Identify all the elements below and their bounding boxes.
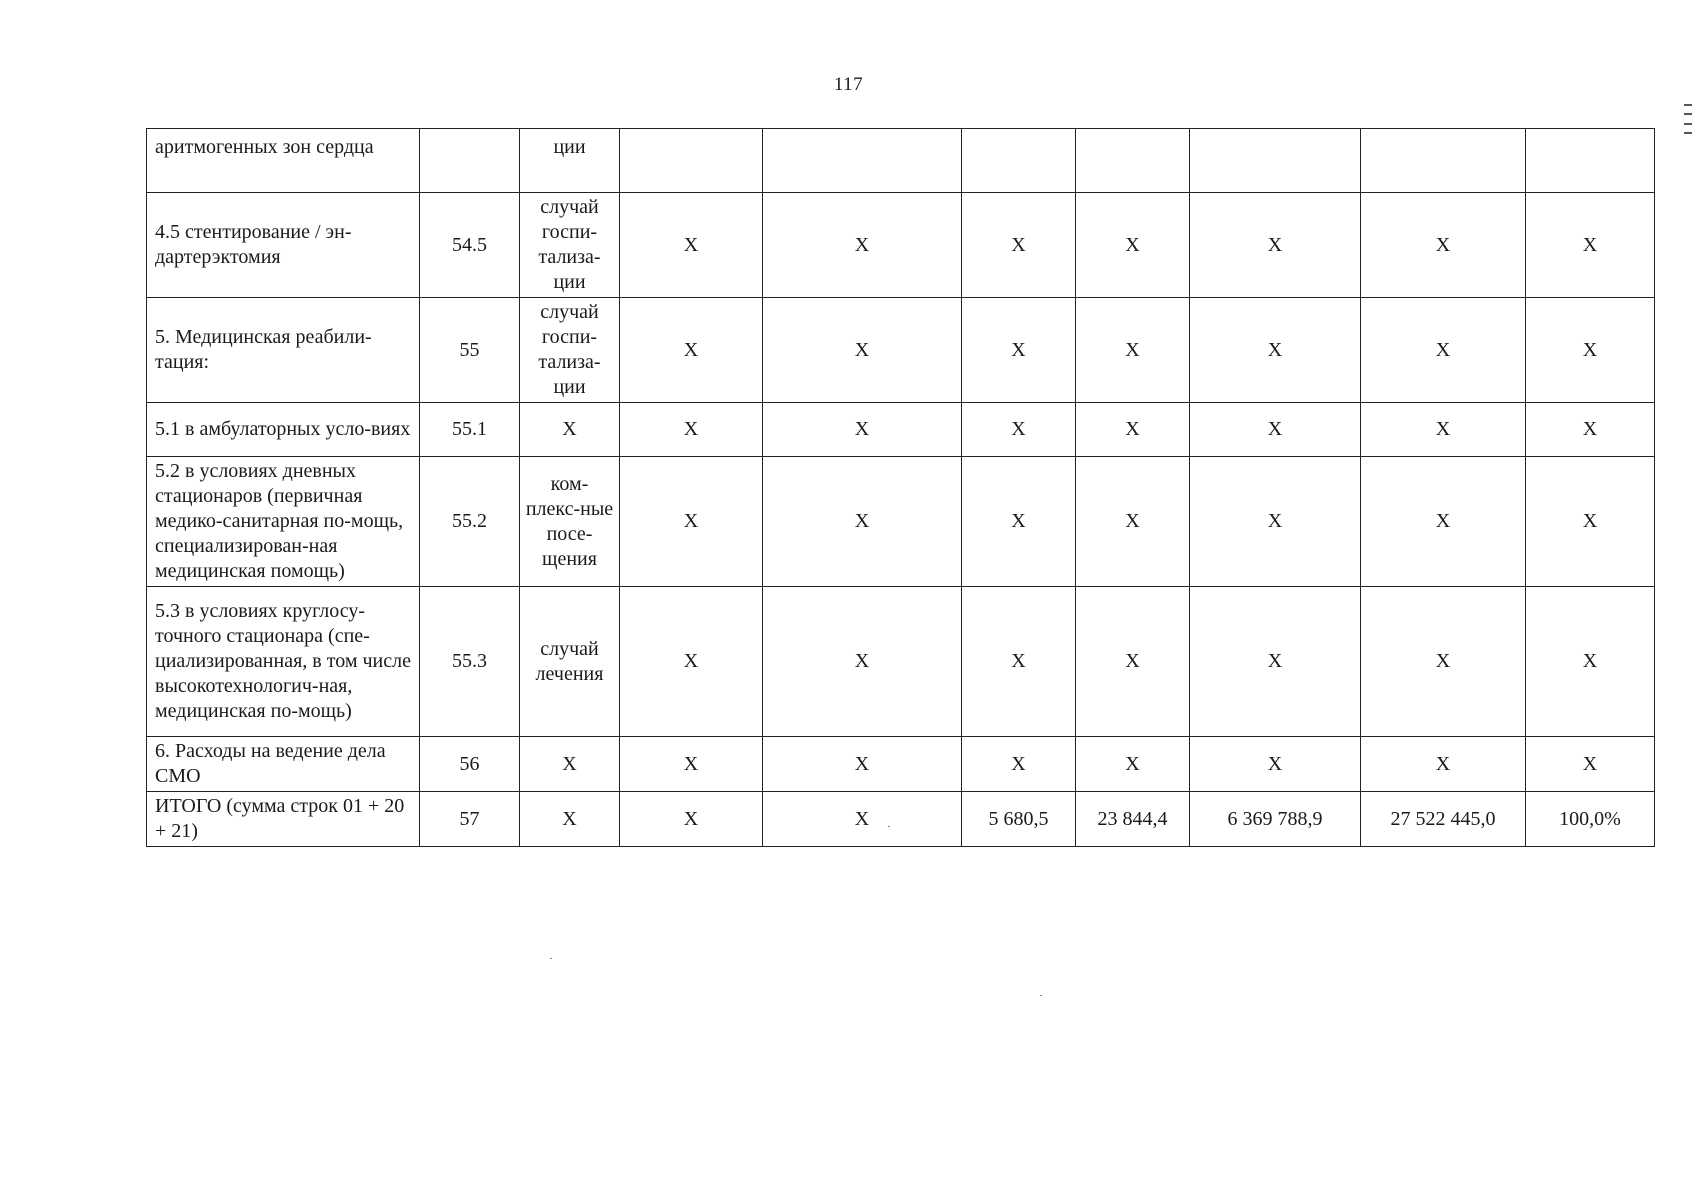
scan-speck: [550, 958, 552, 959]
row-code-cell: [420, 129, 520, 193]
table-row: [147, 298, 1655, 403]
page-number: 117: [833, 74, 864, 95]
value-cell: X: [763, 737, 962, 792]
table-row: [147, 129, 1655, 193]
unit-cell: случай госпи-тализа-ции: [520, 193, 620, 298]
value-cell: X: [1190, 457, 1361, 587]
table-body: [147, 129, 1655, 847]
value-cell: X: [1190, 587, 1361, 737]
unit-cell: ции: [520, 129, 620, 193]
row-name-cell: 5.2 в условиях дневных стационаров (первичная медико-санитарная по-мощь, специализирован-ная медицинская помощь): [147, 457, 420, 587]
value-cell: 27 522 445,0: [1361, 792, 1526, 847]
value-cell: X: [962, 737, 1076, 792]
value-cell: X: [620, 298, 763, 403]
value-cell: 6 369 788,9: [1190, 792, 1361, 847]
value-cell: X: [1190, 193, 1361, 298]
row-code-cell: 55.3: [420, 587, 520, 737]
value-cell: X: [962, 298, 1076, 403]
value-cell: X: [1526, 298, 1655, 403]
value-cell: X: [1361, 457, 1526, 587]
row-code-cell: 56: [420, 737, 520, 792]
row-name-cell: 5.1 в амбулаторных усло-виях: [147, 403, 420, 457]
row-name-cell: 5. Медицинская реабили-тация:: [147, 298, 420, 403]
value-cell: [620, 129, 763, 193]
value-cell: X: [1076, 457, 1190, 587]
value-cell: X: [1076, 587, 1190, 737]
value-cell: [1526, 129, 1655, 193]
table-row: [147, 403, 1655, 457]
value-cell: X: [763, 298, 962, 403]
row-code-cell: 55.2: [420, 457, 520, 587]
unit-cell: случай госпи-тализа-ции: [520, 298, 620, 403]
value-cell: X: [1190, 298, 1361, 403]
value-cell: X: [620, 587, 763, 737]
table-row: [147, 792, 1655, 847]
unit-cell: случай лечения: [520, 587, 620, 737]
value-cell: X: [1526, 193, 1655, 298]
table-row: [147, 587, 1655, 737]
value-cell: X: [1526, 457, 1655, 587]
scan-speck: [888, 826, 890, 827]
value-cell: 5 680,5: [962, 792, 1076, 847]
value-cell: X: [1526, 737, 1655, 792]
value-cell: X: [962, 403, 1076, 457]
unit-cell: ком-плекс-ные посе-щения: [520, 457, 620, 587]
value-cell: X: [1361, 587, 1526, 737]
value-cell: [962, 129, 1076, 193]
row-code-cell: 55: [420, 298, 520, 403]
row-code-cell: 57: [420, 792, 520, 847]
margin-mark: [1684, 104, 1692, 134]
row-name-cell: аритмогенных зон сердца: [147, 129, 420, 193]
value-cell: X: [1361, 193, 1526, 298]
value-cell: X: [1076, 403, 1190, 457]
unit-cell: X: [520, 737, 620, 792]
table-row: [147, 737, 1655, 792]
value-cell: X: [620, 457, 763, 587]
value-cell: X: [763, 457, 962, 587]
value-cell: X: [620, 792, 763, 847]
value-cell: X: [763, 193, 962, 298]
row-name-cell: 4.5 стентирование / эн-дартерэктомия: [147, 193, 420, 298]
value-cell: [1076, 129, 1190, 193]
row-name-cell: 6. Расходы на ведение дела СМО: [147, 737, 420, 792]
table-row: [147, 193, 1655, 298]
value-cell: [1361, 129, 1526, 193]
value-cell: [1190, 129, 1361, 193]
value-cell: [763, 129, 962, 193]
row-name-cell: 5.3 в условиях круглосу-точного стационара (спе-циализированная, в том числе высокотехнологич-ная, медицинская по-мощь): [147, 587, 420, 737]
value-cell: X: [620, 193, 763, 298]
value-cell: X: [962, 193, 1076, 298]
value-cell: X: [620, 737, 763, 792]
value-cell: X: [1190, 737, 1361, 792]
value-cell: X: [620, 403, 763, 457]
value-cell: X: [1076, 298, 1190, 403]
row-code-cell: 54.5: [420, 193, 520, 298]
row-code-cell: 55.1: [420, 403, 520, 457]
value-cell: 100,0%: [1526, 792, 1655, 847]
value-cell: X: [763, 587, 962, 737]
value-cell: X: [962, 587, 1076, 737]
value-cell: X: [763, 792, 962, 847]
value-cell: 23 844,4: [1076, 792, 1190, 847]
unit-cell: X: [520, 792, 620, 847]
unit-cell: X: [520, 403, 620, 457]
value-cell: X: [1526, 587, 1655, 737]
value-cell: X: [1076, 737, 1190, 792]
report-table: [146, 128, 1655, 847]
row-name-cell: ИТОГО (сумма строк 01 + 20 + 21): [147, 792, 420, 847]
value-cell: X: [763, 403, 962, 457]
value-cell: X: [1190, 403, 1361, 457]
table-row: [147, 457, 1655, 587]
value-cell: X: [1361, 298, 1526, 403]
value-cell: X: [1361, 403, 1526, 457]
value-cell: X: [1076, 193, 1190, 298]
value-cell: X: [962, 457, 1076, 587]
value-cell: X: [1526, 403, 1655, 457]
scan-speck: [1040, 995, 1042, 996]
value-cell: X: [1361, 737, 1526, 792]
